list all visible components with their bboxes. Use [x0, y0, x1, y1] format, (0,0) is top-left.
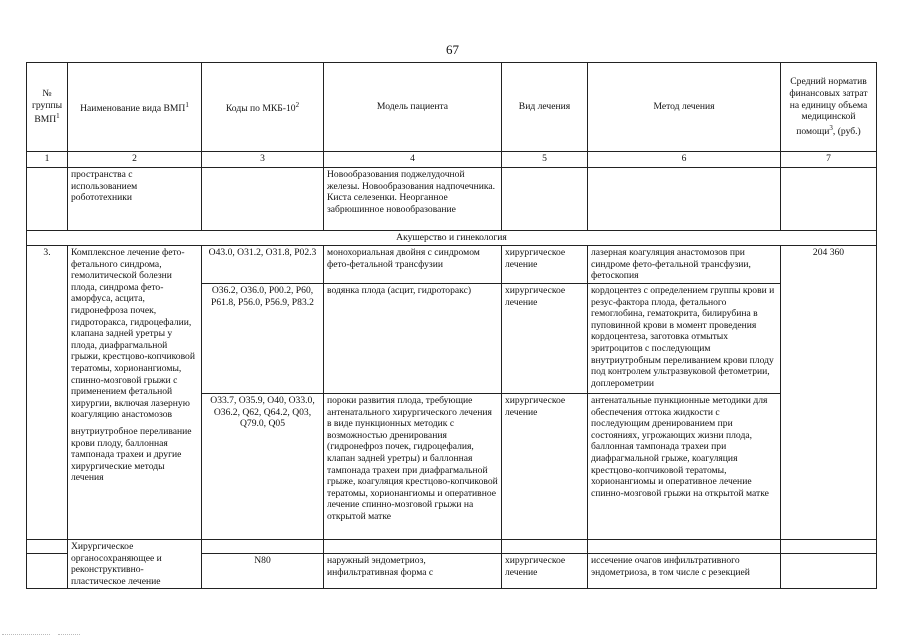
- column-number: 1: [27, 152, 68, 168]
- cell-empty: [202, 540, 324, 554]
- cell-empty: [781, 553, 877, 588]
- scan-edge-mark: [58, 634, 80, 635]
- page-number: 67: [446, 42, 459, 57]
- group-cost: 204 360: [781, 246, 877, 540]
- section-row: [27, 231, 877, 246]
- treatment-type: хирургическое лечение: [502, 284, 588, 394]
- next-group-name: Хирургическое органосохраняющее и реконструктивно-пластическое лечение: [68, 540, 202, 589]
- patient-model: наружный эндометриоз, инфильтративная форма с: [324, 553, 502, 588]
- column-number-row: [27, 152, 877, 168]
- header-cost: Средний норматив финансовых затрат на единицу объема медицинской помощи$^3$, (руб.): [781, 63, 877, 152]
- cell-empty: [781, 540, 877, 554]
- treatment-method: иссечение очагов инфильтративного эндометриоза, в том числе с резекцией: [588, 553, 781, 588]
- group-name: [68, 246, 202, 540]
- patient-model: водянка плода (асцит, гидроторакс): [324, 284, 502, 394]
- cell-empty: [324, 540, 502, 554]
- header-patient-model: Модель пациента: [324, 63, 502, 152]
- next-group-header-row: [27, 540, 877, 554]
- cell-empty: [588, 540, 781, 554]
- group-name-part2: внутриутробное переливание крови плоду, баллонная тампонада трахеи и другие хирургические методы лечения: [71, 425, 192, 484]
- patient-model: пороки развития плода, требующие антенатального хирургического лечения в виде пункционных методик с возможностью дренирования (гидронефроз почек, гидроцефалия, клапан задней уретры) и баллонная тампонада трахеи при диафрагмальной грыже, коагуляция крестцово-копчиковой тератомы, хорионангиомы и оперативное лечение спинно-мозговой грыжи на открытой матке: [324, 394, 502, 540]
- icd-codes: N80: [202, 553, 324, 588]
- group-name-part1: Комплексное лечение фето-фетального синдрома, гемолитической болезни плода, синдрома фето-аморфуса, асцита, гидронефроза почек, гидроторакса, гидроцефалии, клапана задней уретры у плода, диафрагмальной грыжи, крестцово-копчиковой тератомы, хорионангиомы, спинно-мозговой грыжи с применением фетальной хирургии, включая лазерную коагуляцию анастомозов: [71, 247, 195, 421]
- treatment-type: хирургическое лечение: [502, 553, 588, 588]
- header-treatment-method: Метод лечения: [588, 63, 781, 152]
- group-number: 3.: [27, 246, 68, 540]
- cell-empty: [588, 168, 781, 231]
- column-number: 4: [324, 152, 502, 168]
- header-row: [27, 63, 877, 152]
- header-icd-codes: Коды по МКБ-$10^2$: [202, 63, 324, 152]
- vmp-table: [26, 62, 877, 589]
- column-number: 7: [781, 152, 877, 168]
- treatment-method: антенатальные пункционные методики для обеспечения оттока жидкости с последующим дренированием при состояниях, угрожающих жизни плода, баллонная тампонада трахеи при диафрагмальной грыже, коагуляция крестцово-копчиковой тератомы, хорионангиомы и оперативное лечение спинно-мозговой грыжи на открытой матке: [588, 394, 781, 540]
- continuation-model: Новообразования поджелудочной железы. Новообразования надпочечника. Киста селезенки. Неорганное забрюшинное новообразование: [324, 168, 502, 231]
- group3-row-1: [27, 246, 877, 284]
- treatment-type: хирургическое лечение: [502, 394, 588, 540]
- column-number: 5: [502, 152, 588, 168]
- continuation-name: пространства с использованием робототехники: [68, 168, 202, 231]
- scan-edge-mark: [2, 634, 50, 635]
- treatment-method: лазерная коагуляция анастомозов при синдроме фето-фетальной трансфузии, фетоскопия: [588, 246, 781, 284]
- header-treatment-type: Вид лечения: [502, 63, 588, 152]
- treatment-type: хирургическое лечение: [502, 246, 588, 284]
- patient-model: монохориальная двойня с синдромом фето-фетальной трансфузии: [324, 246, 502, 284]
- cell-empty: [27, 540, 68, 554]
- header-group-number: № группы ВМП$^1$: [27, 63, 68, 152]
- column-number: 2: [68, 152, 202, 168]
- cell-empty: [27, 168, 68, 231]
- header-vmp-name: Наименование вида ВМП$^1$: [68, 63, 202, 152]
- cell-empty: [502, 540, 588, 554]
- cell-empty: [27, 553, 68, 588]
- column-number: 3: [202, 152, 324, 168]
- cell-empty: [502, 168, 588, 231]
- icd-codes: O43.0, O31.2, O31.8, P02.3: [202, 246, 324, 284]
- icd-codes: O36.2, O36.0, P00.2, P60, P61.8, P56.0, P56.9, P83.2: [202, 284, 324, 394]
- section-title: Акушерство и гинекология: [27, 231, 877, 246]
- icd-codes: O33.7, O35.9, O40, O33.0, O36.2, Q62, Q64.2, Q03, Q79.0, Q05: [202, 394, 324, 540]
- cell-empty: [202, 168, 324, 231]
- column-number: 6: [588, 152, 781, 168]
- cell-empty: [781, 168, 877, 231]
- continuation-row: [27, 168, 877, 231]
- treatment-method: кордоцентез с определением группы крови и резус-фактора плода, фетального гемоглобина, гематокрита, билирубина в пуповинной крови в момент проведения кордоцентеза, заготовка отмытых эритроцитов с последующим внутриутробным переливанием крови плоду под контролем ультразвуковой фетометрии, доплерометрии: [588, 284, 781, 394]
